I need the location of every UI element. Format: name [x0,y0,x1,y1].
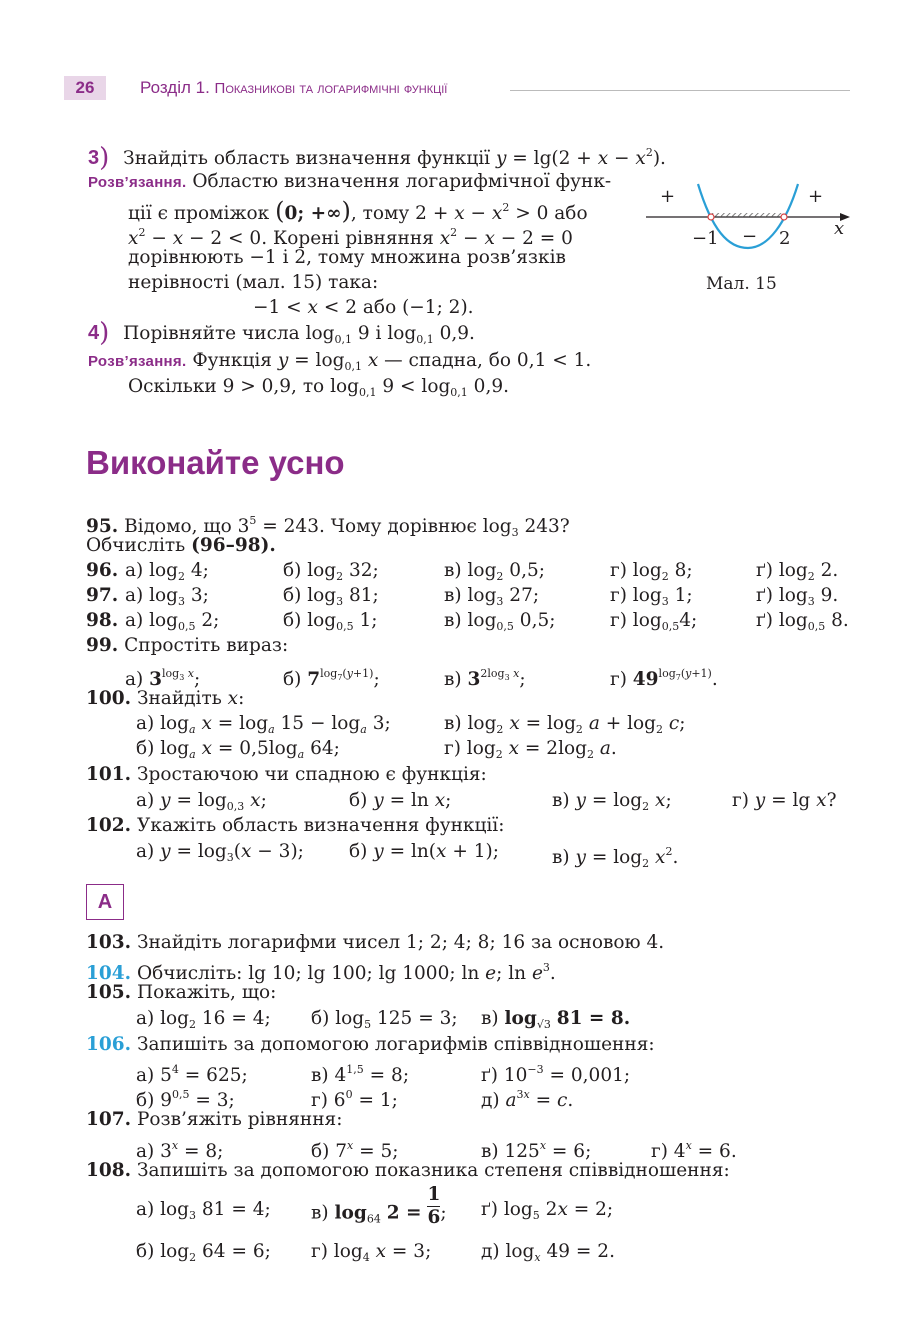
plus-left-label: + [660,186,676,207]
root-point-right [781,214,787,220]
exercise-95: 95. Відомо, що $3^5 = 243$. Чому дорівнює $\log_3 243$? [86,514,570,539]
exercise-107: 107. Розв’яжіть рівняння: [86,1109,343,1130]
plus-right-label: + [808,186,824,207]
example-4-solution-line2: Оскільки 9 > 0,9, то $\log_{0,1} 9 < \log_{0,1} 0,9$. [128,376,509,399]
example-3-solution-line3: $x^2 - x - 2 < 0$. Корені рівняння $x^2 - x - 2 = 0$ [128,226,573,249]
example-3-task: 3) Знайдіть область визначення функції $y = \lg(2 + x - x^2)$. [88,143,666,173]
section-title: Виконайте усно [86,444,345,481]
example-3-answer: −1 < x < 2 або (−1; 2). [253,297,474,318]
exercise-101: 101. Зростаючою чи спадною є функція: [86,764,487,785]
example-block [88,140,666,420]
chapter-label: Розділ 1. [140,78,210,97]
page-number: 26 [64,76,106,100]
exercise-103: 103. Знайдіть логарифми чисел 1; 2; 4; 8; 16 за основою 4. [86,932,665,953]
example-3-number: 3 [88,147,100,169]
running-header [140,77,447,100]
exercise-number: 95. [86,516,119,537]
exercise-100: 100. Знайдіть x: [86,688,245,709]
example-3-solution-line4: дорівнюють −1 і 2, тому множина розв’язків [128,247,566,268]
exercise-106: 106. Запишіть за допомогою логарифмів співвідношення: [86,1034,655,1055]
exercise-104: 104. Обчисліть: lg 10; lg 100; lg 1000; ln e; $\ln e^3$. [86,961,556,984]
exercise-96-98-intro: Обчисліть (96–98). [86,535,276,556]
solution-label: Розв’язання. [88,174,187,191]
solution-label: Розв’язання. [88,353,187,370]
level-badge: А [86,884,124,920]
example-3-solution-line1: Розв’язання. Областю визначення логарифмічної функ- [88,171,612,192]
exercises-block: 95. Відомо, що $3^5 = 243$. Чому дорівнює $\log_3 243$? Обчисліть (96–98). 96. а) $\log_2 4$; б) $\log_2 32$; в) $\log_2 0,5$; г) $\log_2 8$; ґ) $\log_2 2$. 97. а) $\log_3 3$; б) $\log_3 81$; в) $\log_3 27$; г) $\log_3 1$; ґ) $\log_3 9$. 98. а) $\log_{0,5} 2$; б) $\log_{0,5} 1$; в) $\log_{0,5} 0,5$; г) $\log_{0,5}4$; ґ) $\log_{0,5} 8$. 99. Спростіть вираз: а) $3^{log_3 x}$; б) $7^{log_7(y+1)}$; в) $3^{2log_3 x}$; г) $49^{log_7(y+1)}$. 100. Знайдіть x: а) $\log_a x = \log_a 15 - \log_a 3$; в) $\log_2 x = \log_2 a + \log_2 c$; б) $\log_a x = 0,5\log_a$ 64; г) $\log_2 x = 2\log_2$ a. 101. Зростаючою чи спадною є функція: а) $y = \log_{0,3} x$; б) y = ln x; в) $y = \log_2 x$; г) y = lg x? 102. Укажіть область визначення функції: а) $y = \log_3(x - 3)$; б) y = ln(x + 1); в) $y = \log_2 x^2$. А 103. Знайдіть логарифми чисел 1; 2; 4; 8; 16 за основою 4. 104. Обчисліть: lg 10; lg 100; lg 1000; ln e; $\ln e^3$. 105. Покажіть, що: а) $\log_2 16 = 4$; б) $\log_5 125 = 3$; в) $\log_{√3} 81 = 8$. 106. Запишіть за допомогою логарифмів співвідношення: а) $5^4 = 625$; в) $4^{1,5} = 8$; ґ) $10^{-3} = 0,001$; б) $9^{0,5} = 3$; г) $6^0 = 1$; д) $a^{3x} = c$. 107. Розв’яжіть рівняння: а) $3^x = 8$; б) $7^x = 5$; в) $125^x = 6$; г) $4^x = 6$. 108. Запишіть за допомогою показника степеня співвідношення: а) $\log_3 81 = 4$; в) $\log_{64} 2$ = $\frac{1}{6}$ ; ґ) $\log_5 2x = 2$; б) $\log_2 64 = 6$; г) $\log_4 x = 3$; д) $\log_x 49 = 2$. [86,506,876,1266]
figure-caption: Мал. 15 [706,274,777,294]
exercise-98: 98. а) $\log_{0,5} 2$; б) $\log_{0,5} 1$; в) $\log_{0,5} 0,5$; г) $\log_{0,5}4$; ґ) $\log_{0,5} 8$. [86,610,849,633]
root-left-label: −1 [692,228,719,249]
exercise-105: 105. Покажіть, що: [86,982,277,1003]
exercise-97: 97. а) $\log_3 3$; б) $\log_3 81$; в) $\log_3 27$; г) $\log_3 1$; ґ) $\log_3 9$. [86,585,839,608]
x-axis-label: x [834,218,845,239]
exercise-102: 102. Укажіть область визначення функції: [86,815,505,836]
hatched-interval [711,213,784,217]
example-4-solution-line1: Розв’язання. Функція $y = \log_{0,1} x$ — спадна, бо 0,1 < 1. [88,350,592,373]
exercise-96: 96. а) $\log_2 4$; б) $\log_2 32$; в) $\log_2 0,5$; г) $\log_2 8$; ґ) $\log_2 2$. [86,560,839,583]
exercise-108: 108. Запишіть за допомогою показника степеня співвідношення: [86,1160,730,1181]
root-point-left [708,214,714,220]
chapter-title: Показникові та логарифмічні функції [214,80,448,97]
example-3-solution-line5: нерівності (мал. 15) така: [128,272,379,293]
header-rule [510,90,850,91]
example-4-number: 4 [88,322,100,344]
root-right-label: 2 [779,228,791,249]
exercise-99: 99. Спростіть вираз: [86,635,289,656]
example-3-solution-line2: ції є проміжок (0; +∞), тому $2 + x - x^2 > 0$ або [128,197,588,225]
minus-label: − [742,226,758,247]
example-4-task: 4) Порівняйте числа $\log_{0,1} 9$ і $\log_{0,1} 0,9$. [88,318,475,348]
